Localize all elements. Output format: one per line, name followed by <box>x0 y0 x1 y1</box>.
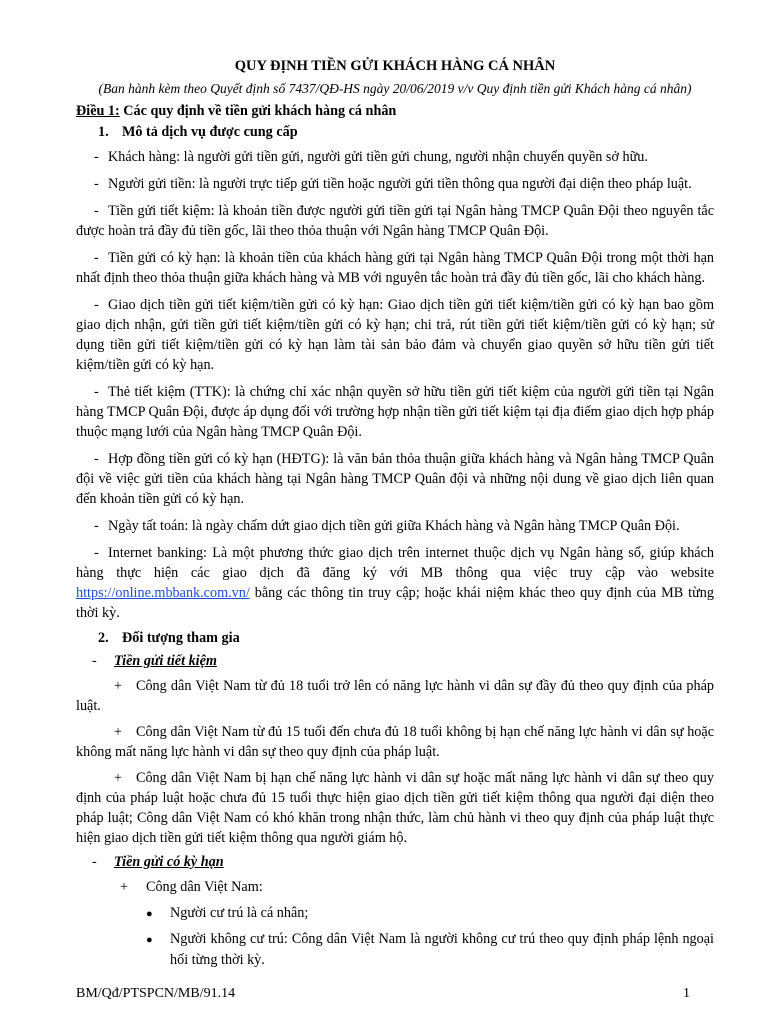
definition-text: Tiền gửi có kỳ hạn: là khoản tiền của khách hàng gửi tại Ngân hàng TMCP Quân Đội trong một thời hạn nhất định theo thỏa thuận giữa khách hàng và MB với nguyên tắc hoàn trả đầy đủ tiền gốc, lãi cho khách hàng. <box>76 250 714 286</box>
document-subtitle: (Ban hành kèm theo Quyết định số 7437/QĐ-HS ngày 20/06/2019 v/v Quy định tiền gửi Khách hàng cá nhân) <box>98 81 692 96</box>
bullet-marker: ● <box>146 934 153 946</box>
definition-item <box>76 516 714 536</box>
page-footer <box>76 986 690 1002</box>
term-bullet-item <box>76 903 714 924</box>
page-number: 1 <box>683 986 690 1001</box>
definition-text: Người gửi tiền: là người trực tiếp gửi tiền hoặc người gửi tiền thông qua người đại diện theo pháp luật. <box>108 176 692 192</box>
dash-marker: - <box>92 854 97 870</box>
article-label: Điều 1: <box>76 103 120 119</box>
term-bullet-text: Người cư trú là cá nhân; <box>170 905 309 921</box>
term-bullet-item <box>76 929 714 970</box>
section-2-heading <box>76 630 714 647</box>
definition-item <box>76 382 714 442</box>
article-heading <box>76 103 714 120</box>
section-1-number: 1. <box>98 124 109 140</box>
section-2-number: 2. <box>98 630 109 646</box>
internet-banking-text-end: bằng các thông tin truy cập; hoặc khái niệm khác theo quy định của MB từng thời kỳ. <box>76 585 714 621</box>
dash-marker: - <box>94 451 99 467</box>
definition-item <box>76 295 714 375</box>
plus-marker: + <box>114 724 123 740</box>
section-1-heading <box>76 124 714 141</box>
term-citizen-item <box>76 877 714 897</box>
dash-marker: - <box>94 297 99 313</box>
definition-item <box>76 147 714 167</box>
term-deposit-title: Tiền gửi có kỳ hạn <box>114 854 224 870</box>
dash-marker: - <box>94 518 99 534</box>
definition-text: Khách hàng: là người gửi tiền gửi, người gửi tiền gửi chung, người nhận chuyển quyền sở hữu. <box>108 149 648 165</box>
definition-item <box>76 201 714 241</box>
form-code: BM/Qđ/PTSPCN/MB/91.14 <box>76 986 236 1001</box>
term-bullet-text: Người không cư trú: Công dân Việt Nam là người không cư trú theo quy định pháp lệnh ngoại hối từng thời kỳ. <box>170 931 714 968</box>
dash-marker: - <box>94 176 99 192</box>
plus-marker: + <box>120 879 129 895</box>
definition-item-internet-banking <box>76 543 714 623</box>
savings-item <box>76 676 714 716</box>
dash-marker: - <box>94 545 99 561</box>
definition-text: Tiền gửi tiết kiệm: là khoản tiền được người gửi tiền gửi tại Ngân hàng TMCP Quân Đội theo nguyên tắc được hoàn trả đầy đủ tiền gốc, lãi theo thỏa thuận với Ngân hàng TMCP Quân Đội. <box>76 203 714 239</box>
document-page <box>76 58 714 975</box>
dash-marker: - <box>94 203 99 219</box>
dash-marker: - <box>94 384 99 400</box>
dash-marker: - <box>94 250 99 266</box>
definition-text: Giao dịch tiền gửi tiết kiệm/tiền gửi có kỳ hạn: Giao dịch tiền gửi tiết kiệm/tiền gửi có kỳ hạn bao gồm giao dịch nhận, gửi tiền gửi tiết kiệm/tiền gửi có kỳ hạn; chi trả, rút tiền gửi tiết kiệm/tiền gửi có kỳ hạn; sử dụng tiền gửi tiết kiệm/tiền gửi có kỳ hạn làm tài sản bảo đảm và chuyển giao quyền sở hữu tiền gửi tiết kiệm/tiền gửi có kỳ hạn. <box>76 297 714 373</box>
article-text: Các quy định về tiền gửi khách hàng cá nhân <box>119 103 397 119</box>
definition-item <box>76 449 714 509</box>
dash-marker: - <box>94 149 99 165</box>
term-citizen-text: Công dân Việt Nam: <box>146 879 263 895</box>
term-deposit-subheading <box>76 854 714 871</box>
plus-marker: + <box>114 770 123 786</box>
definition-text: Ngày tất toán: là ngày chấm dứt giao dịch tiền gửi giữa Khách hàng và Ngân hàng TMCP Quân Đội. <box>108 518 680 534</box>
plus-marker: + <box>114 678 123 694</box>
definition-item <box>76 248 714 288</box>
savings-title: Tiền gửi tiết kiệm <box>114 653 217 669</box>
internet-banking-text: Internet banking: Là một phương thức giao dịch trên internet thuộc dịch vụ Ngân hàng số, giúp khách hàng thực hiện các giao dịch đã đăng ký với MB thông qua việc truy cập vào website <box>76 545 714 581</box>
document-title: QUY ĐỊNH TIỀN GỬI KHÁCH HÀNG CÁ NHÂN <box>234 58 556 74</box>
dash-marker: - <box>92 653 97 669</box>
savings-item <box>76 768 714 848</box>
definition-text: Thẻ tiết kiệm (TTK): là chứng chỉ xác nhận quyền sở hữu tiền gửi tiết kiệm của người gửi tiền tại Ngân hàng TMCP Quân Đội, được áp dụng đối với trường hợp nhận tiền gửi tiết kiệm tại địa điểm giao dịch hợp pháp thuộc mạng lưới của Ngân hàng TMCP Quân Đội. <box>76 384 714 440</box>
savings-subheading <box>76 653 714 670</box>
savings-item <box>76 722 714 762</box>
bullet-marker: ● <box>146 908 153 920</box>
definition-item <box>76 174 714 194</box>
mbbank-online-link[interactable]: https://online.mbbank.com.vn/ <box>76 585 250 601</box>
savings-text: Công dân Việt Nam từ đủ 15 tuổi đến chưa đủ 18 tuổi không bị hạn chế năng lực hành vi dân sự hoặc không mất năng lực hành vi dân sự theo quy định của pháp luật. <box>76 724 714 760</box>
savings-text: Công dân Việt Nam bị hạn chế năng lực hành vi dân sự hoặc mất năng lực hành vi dân sự theo quy định của pháp luật hoặc chưa đủ 15 tuổi thực hiện giao dịch tiền gửi tiết kiệm thông qua người đại diện theo pháp luật; Công dân Việt Nam có khó khăn trong nhận thức, làm chủ hành vi theo quy định của pháp luật thực hiện giao dịch tiền gửi tiết kiệm thông qua người giám hộ. <box>76 770 714 846</box>
section-1-title: Mô tả dịch vụ được cung cấp <box>122 124 298 140</box>
section-2-title: Đối tượng tham gia <box>122 630 240 646</box>
definition-text: Hợp đồng tiền gửi có kỳ hạn (HĐTG): là văn bản thỏa thuận giữa khách hàng và Ngân hàng TMCP Quân đội về việc gửi tiền của khách hàng tại Ngân hàng TMCP Quân đội và những nội dung về giao dịch liên quan đến khoản tiền gửi có kỳ hạn. <box>76 451 714 507</box>
savings-text: Công dân Việt Nam từ đủ 18 tuổi trở lên có năng lực hành vi dân sự đầy đủ theo quy định của pháp luật. <box>76 678 714 714</box>
